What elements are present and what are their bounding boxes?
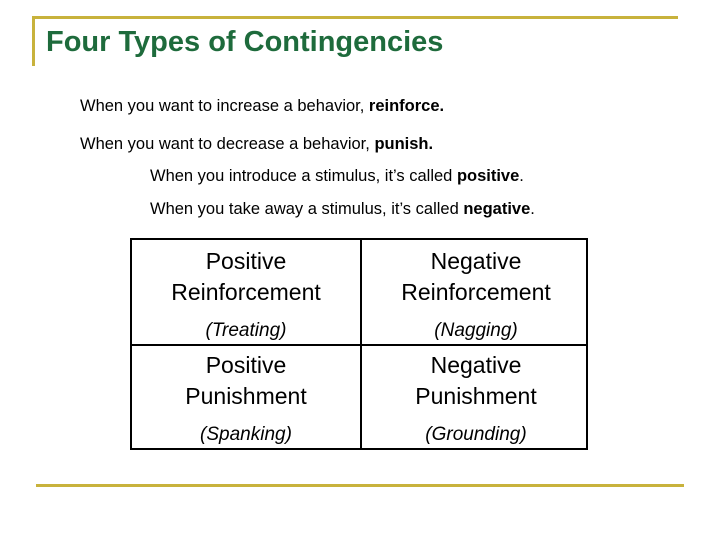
contingency-grid [130, 238, 588, 450]
line-suffix: . [530, 200, 535, 218]
line-emphasis: positive [456, 167, 520, 185]
text-line-positive [150, 167, 524, 186]
line-emphasis: punish. [374, 135, 434, 153]
line-prefix: When you introduce a stimulus, it’s called [150, 167, 457, 185]
left-rule [32, 16, 35, 66]
cell-example: (Grounding) [425, 424, 527, 445]
cell-name-line2: Punishment [415, 383, 537, 409]
slide-title: Four Types of Contingencies [46, 26, 444, 58]
cell-negative-reinforcement [362, 246, 590, 342]
line-prefix: When you take away a stimulus, it’s called [150, 200, 464, 218]
grid-horizontal-divider [132, 344, 586, 346]
cell-name-line2: Punishment [185, 383, 307, 409]
cell-example: (Spanking) [200, 424, 292, 445]
line-suffix: . [519, 167, 524, 185]
cell-name-line1: Positive [205, 352, 287, 378]
line-prefix: When you want to increase a behavior, [80, 97, 369, 115]
cell-example: (Treating) [205, 320, 287, 341]
text-line-decrease [80, 135, 433, 154]
line-emphasis: negative [463, 200, 531, 218]
cell-name-line1: Negative [430, 248, 522, 274]
cell-name-line2: Reinforcement [171, 279, 321, 305]
text-line-increase [80, 97, 444, 116]
cell-example: (Nagging) [434, 320, 518, 341]
cell-name-line1: Negative [430, 352, 522, 378]
top-rule [32, 16, 678, 19]
line-emphasis: reinforce. [368, 97, 445, 115]
cell-name-line1: Positive [205, 248, 287, 274]
cell-negative-punishment [362, 350, 590, 446]
cell-positive-reinforcement [132, 246, 360, 342]
line-prefix: When you want to decrease a behavior, [80, 135, 375, 153]
bottom-rule [36, 484, 684, 487]
cell-positive-punishment [132, 350, 360, 446]
cell-name-line2: Reinforcement [401, 279, 551, 305]
text-line-negative [150, 200, 535, 219]
